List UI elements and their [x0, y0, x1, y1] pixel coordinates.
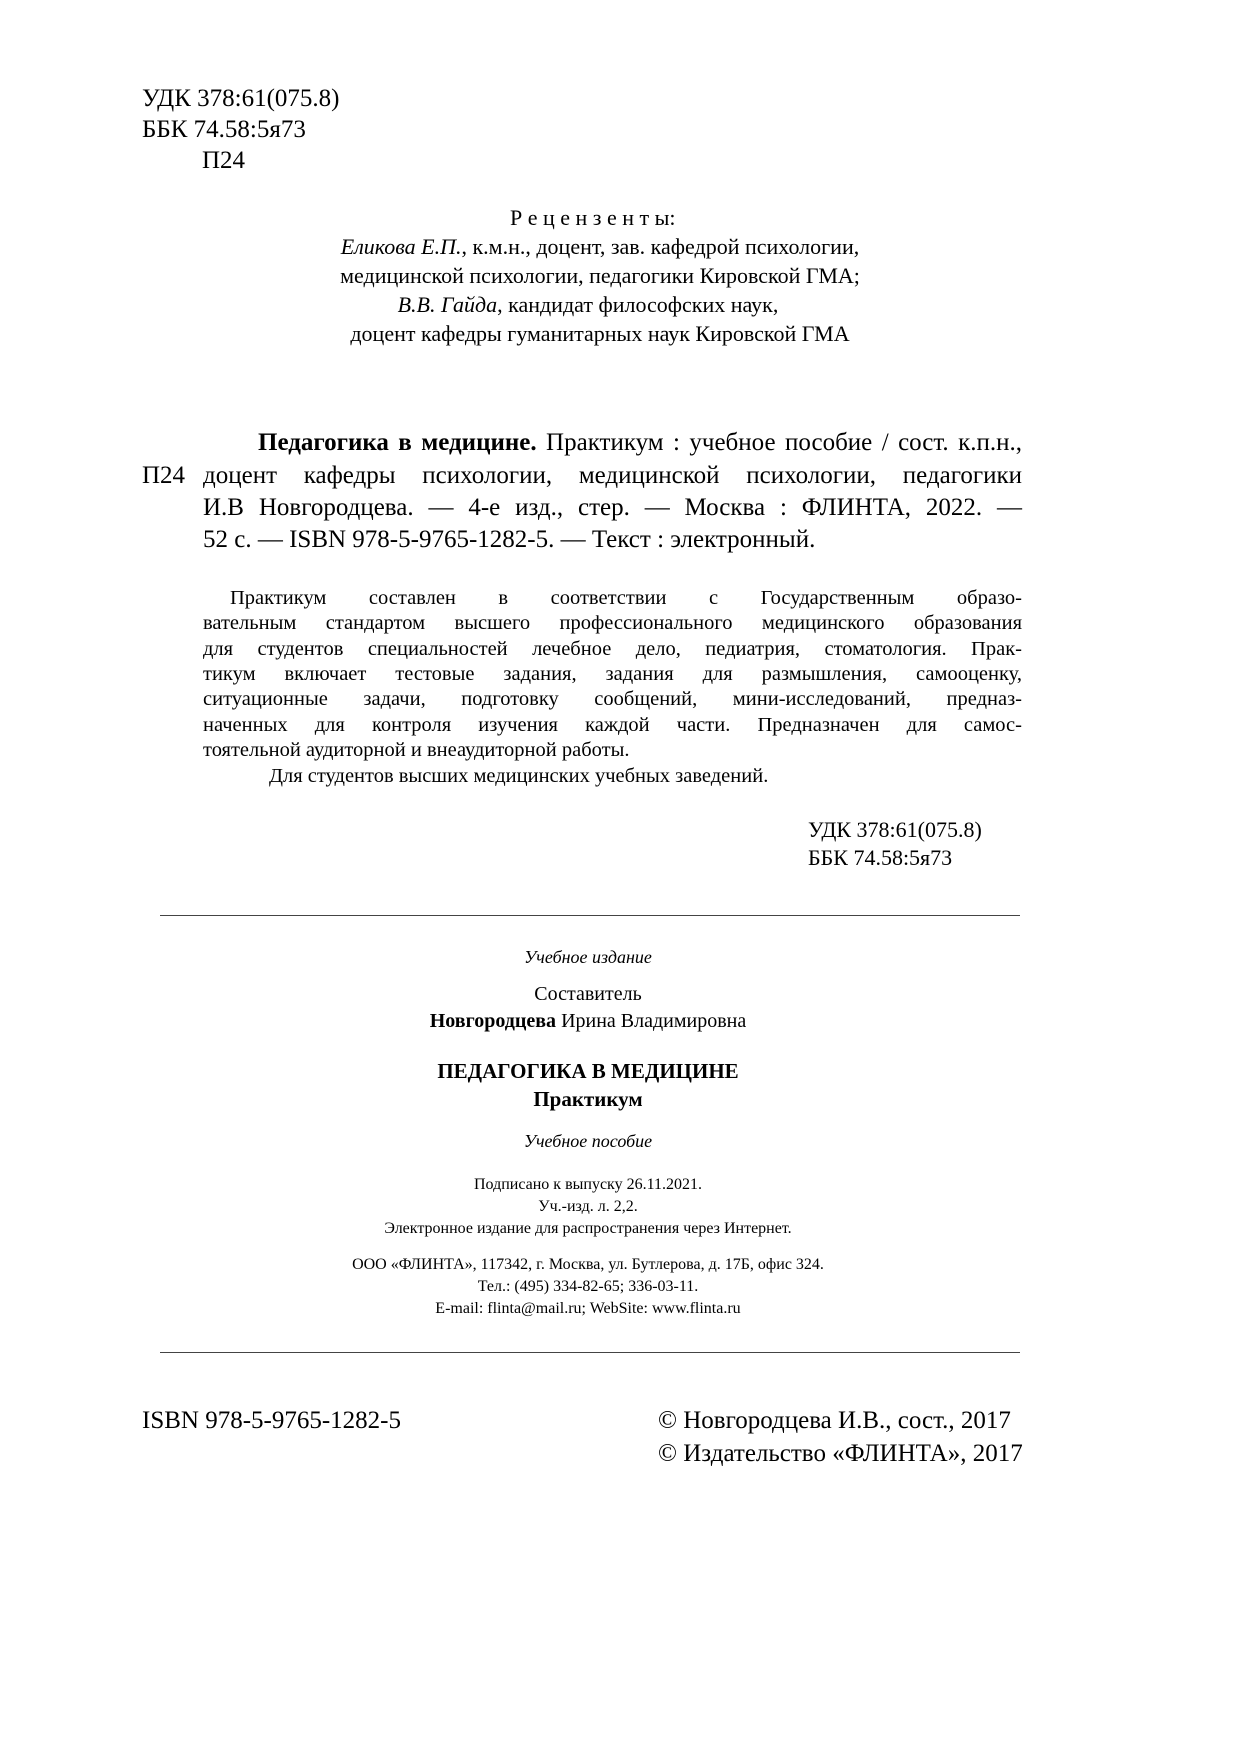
reviewer-1-affiliation: медицинской психологии, педагогики Кировской ГМА; — [340, 263, 860, 288]
annotation-line: тикум включает тестовые задания, задания для размышления, самооценку, — [203, 663, 1022, 685]
publisher-phone: Тел.: (495) 334-82-65; 336-03-11. — [477, 1278, 699, 1295]
reviewer-2-title: , кандидат философских наук, — [497, 292, 779, 317]
annotation-line: вательным стандартом высшего профессионального медицинского образования — [203, 612, 1022, 634]
imprint-title: ПЕДАГОГИКА В МЕДИЦИНЕ — [437, 1059, 739, 1083]
electronic-note: Электронное издание для распространения через Интернет. — [384, 1220, 792, 1237]
compiler-label: Составитель — [534, 983, 642, 1005]
publisher-address: ООО «ФЛИНТА», 117342, г. Москва, ул. Бутлерова, д. 17Б, офис 324. — [352, 1256, 824, 1273]
signed-date: Подписано к выпуску 26.11.2021. — [473, 1176, 702, 1193]
annotation-line: ситуационные задачи, подготовку сообщений, мини-исследований, предназ- — [203, 688, 1022, 710]
compiler-name — [0, 1011, 1176, 1031]
bib-line-1 — [258, 430, 1022, 455]
imprint-subtitle: Практикум — [533, 1087, 643, 1111]
reviewer-2-name: В.В. Гайда — [397, 292, 498, 317]
annotation-line: наченных для контроля изучения каждой части. Предназначен для самос- — [203, 714, 1022, 736]
reviewer-2-affiliation: доцент кафедры гуманитарных наук Кировской ГМА — [350, 321, 850, 346]
copyright-author: © Новгородцева И.В., сост., 2017 — [658, 1407, 1011, 1434]
copyright-publisher: © Издательство «ФЛИНТА», 2017 — [658, 1440, 1023, 1467]
compiler-surname: Новгородцева — [429, 1010, 557, 1032]
imprint-kind: Учебное пособие — [523, 1131, 653, 1151]
annotation-audience: Для студентов высших медицинских учебных заведений. — [269, 765, 769, 787]
annotation-line: Практикум составлен в соответствии с Государственным образо- — [230, 587, 1022, 609]
reviewer-1-name: Еликова Е.П. — [340, 234, 462, 259]
bbk-code-right: ББК 74.58:5я73 — [808, 845, 953, 870]
divider — [160, 915, 1020, 916]
isbn: ISBN 978-5-9765-1282-5 — [142, 1407, 402, 1434]
bib-line-2: доцент кафедры психологии, медицинской психологии, педагогики — [203, 462, 1022, 489]
compiler-given-names: Ирина Владимировна — [561, 1010, 747, 1032]
annotation-line: для студентов специальностей лечебное дело, педиатрия, стоматология. Прак- — [203, 638, 1022, 660]
divider — [160, 1352, 1020, 1353]
udk-code: УДК 378:61(075.8) — [142, 85, 340, 112]
bib-title: Педагогика в медицине. — [258, 429, 537, 456]
reviewer-1 — [12, 236, 1188, 258]
annotation-line: тоятельной аудиторной и внеаудиторной работы. — [203, 739, 630, 761]
bib-line-4: 52 с. — ISBN 978-5-9765-1282-5. — Текст : электронный. — [203, 526, 816, 553]
reviewer-1-title: , к.м.н., доцент, зав. кафедрой психологии, — [461, 234, 860, 259]
publishing-sheets: Уч.-изд. л. 2,2. — [538, 1198, 638, 1215]
udk-code-right: УДК 378:61(075.8) — [808, 817, 982, 842]
author-mark: П24 — [202, 147, 246, 174]
bbk-code: ББК 74.58:5я73 — [142, 116, 306, 143]
reviewers-title: Р е ц е н з е н т ы: — [510, 205, 676, 230]
bib-line-1-rest: Практикум : учебное пособие / сост. к.п.н., — [546, 429, 1022, 456]
bib-line-3: И.В Новгородцева. — 4-е изд., стер. — Москва : ФЛИНТА, 2022. — — [203, 494, 1022, 521]
edition-type: Учебное издание — [524, 947, 652, 967]
bib-author-mark: П24 — [142, 462, 186, 489]
reviewer-2 — [0, 294, 1176, 316]
publisher-contacts: E-mail: flinta@mail.ru; WebSite: www.flinta.ru — [435, 1300, 741, 1317]
